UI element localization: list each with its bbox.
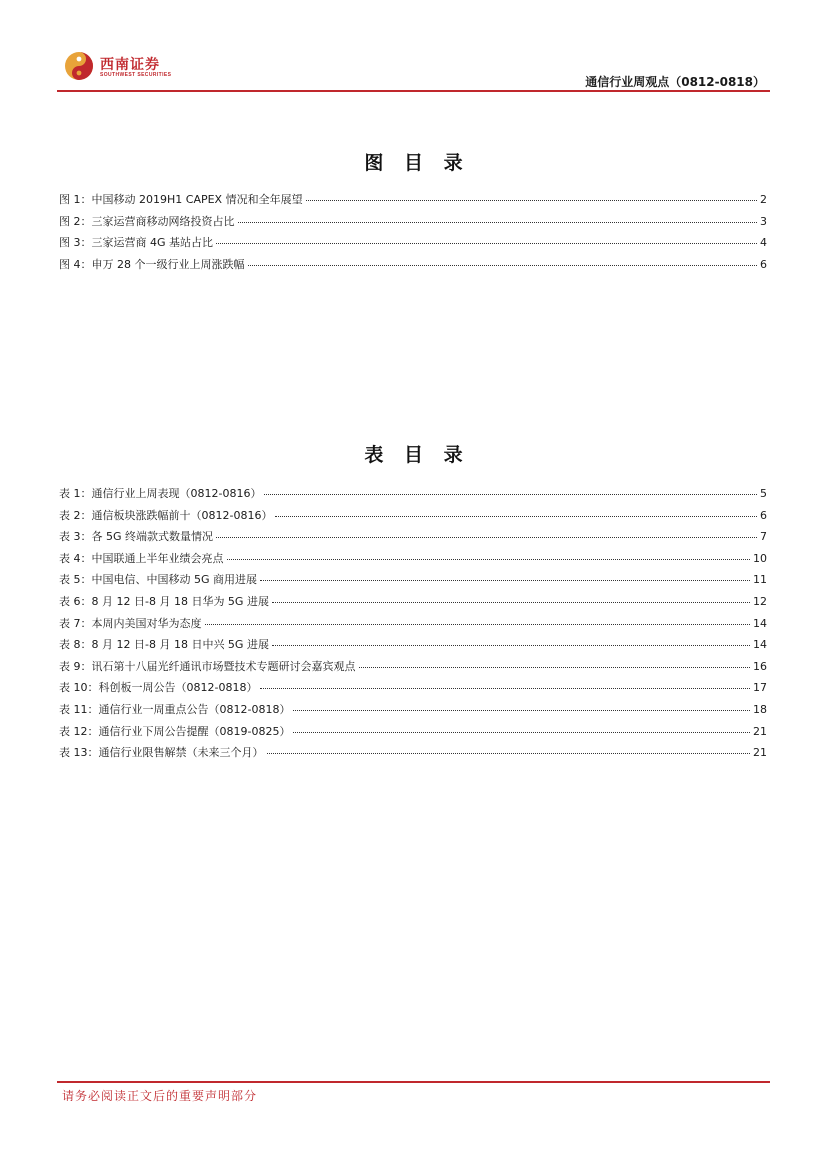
toc-entry[interactable] (59, 593, 767, 615)
toc-entry-label: 图 1： (59, 193, 92, 206)
toc-entry-page: 6 (760, 257, 767, 271)
toc-entry-text: 8 月 12 日-8 月 18 日中兴 5G 进展 (91, 638, 269, 652)
toc-entry[interactable] (59, 658, 767, 680)
toc-entry-page: 14 (753, 638, 767, 652)
toc-entry-text: 通信行业下周公告提醒（0819-0825） (98, 724, 291, 738)
toc-entry-label: 表 9： (59, 659, 92, 673)
toc-entry[interactable] (59, 723, 767, 745)
toc-entry-label: 表 12： (59, 724, 99, 738)
toc-entry-page: 6 (760, 508, 767, 522)
toc-leader-dots (275, 516, 757, 517)
toc-entry[interactable] (59, 701, 767, 723)
company-logo (57, 46, 197, 86)
toc-entry[interactable] (59, 507, 767, 529)
toc-leader-dots (293, 710, 750, 711)
toc-entry-label: 表 4： (59, 551, 92, 565)
toc-leader-dots (238, 222, 758, 223)
toc-leader-dots (293, 732, 750, 733)
toc-entry-text: 通信行业上周表现（0812-0816） (91, 487, 262, 500)
toc-entry[interactable] (59, 213, 767, 235)
toc-entry-label: 图 3： (59, 236, 92, 250)
toc-leader-dots (216, 537, 757, 538)
page-header (57, 46, 770, 92)
toc-entry-text: 通信行业限售解禁（未来三个月） (98, 746, 264, 760)
toc-entry[interactable] (59, 191, 767, 213)
toc-entry-text: 通信行业一周重点公告（0812-0818） (98, 702, 291, 716)
logo-chinese-name: 西南证券 (100, 57, 160, 73)
tables-toc-title: 表 目 录 (364, 444, 463, 466)
toc-entry[interactable] (59, 679, 767, 701)
toc-entry-text: 申万 28 个一级行业上周涨跌幅 (91, 257, 245, 271)
toc-entry-text: 中国联通上半年业绩会亮点 (91, 551, 224, 565)
toc-entry-text: 科创板一周公告（0812-0818） (98, 681, 258, 695)
toc-leader-dots (359, 667, 751, 668)
toc-entry-label: 表 5： (59, 573, 92, 587)
toc-entry-text: 中国移动 2019H1 CAPEX 情况和全年展望 (91, 193, 303, 206)
toc-entry-text: 各 5G 终端款式数量情况 (91, 530, 214, 544)
toc-entry-page: 21 (753, 724, 767, 738)
toc-leader-dots (272, 602, 750, 603)
toc-entry-page: 2 (760, 193, 767, 206)
toc-entry-label: 表 11： (59, 702, 99, 716)
toc-entry-text: 8 月 12 日-8 月 18 日华为 5G 进展 (91, 594, 269, 608)
toc-leader-dots (260, 688, 750, 689)
toc-entry-page: 21 (753, 746, 767, 760)
toc-leader-dots (264, 494, 757, 495)
toc-entry-label: 图 2： (59, 214, 92, 228)
logo-english-name: SOUTHWEST SECURITIES (100, 72, 172, 78)
toc-entry-page: 7 (760, 530, 767, 544)
toc-entry[interactable] (59, 636, 767, 658)
footer-divider (57, 1081, 770, 1083)
toc-entry[interactable] (59, 528, 767, 550)
toc-entry-text: 三家运营商移动网络投资占比 (91, 214, 235, 228)
toc-entry[interactable] (59, 744, 767, 766)
logo-mark-icon (64, 51, 94, 81)
toc-entry[interactable] (59, 256, 767, 278)
tables-toc-list (59, 485, 767, 766)
toc-entry-label: 表 6： (59, 594, 92, 608)
toc-entry-text: 讯石第十八届光纤通讯市场暨技术专题研讨会嘉宾观点 (91, 659, 356, 673)
toc-entry-page: 5 (760, 487, 767, 500)
toc-entry[interactable] (59, 550, 767, 572)
toc-leader-dots (205, 624, 751, 625)
toc-leader-dots (267, 753, 751, 754)
header-divider (57, 90, 770, 92)
toc-entry-page: 16 (753, 659, 767, 673)
toc-entry[interactable] (59, 571, 767, 593)
toc-entry-text: 通信板块涨跌幅前十（0812-0816） (91, 508, 273, 522)
toc-leader-dots (216, 243, 757, 244)
toc-entry-page: 17 (753, 681, 767, 695)
toc-entry-label: 图 4： (59, 257, 92, 271)
toc-entry-text: 中国电信、中国移动 5G 商用进展 (91, 573, 258, 587)
toc-leader-dots (227, 559, 751, 560)
toc-entry-page: 3 (760, 214, 767, 228)
toc-leader-dots (248, 265, 758, 266)
toc-entry[interactable] (59, 615, 767, 637)
toc-entry[interactable] (59, 485, 767, 507)
toc-entry-page: 10 (753, 551, 767, 565)
toc-leader-dots (260, 580, 750, 581)
report-title: 通信行业周观点（0812-0818） (585, 75, 765, 89)
footer-disclaimer: 请务必阅读正文后的重要声明部分 (62, 1089, 258, 1103)
toc-entry-text: 三家运营商 4G 基站占比 (91, 236, 214, 250)
toc-entry-page: 12 (753, 594, 767, 608)
toc-entry-page: 11 (753, 573, 767, 587)
figures-toc-title: 图 目 录 (364, 152, 463, 174)
toc-entry-label: 表 7： (59, 616, 92, 630)
figures-toc-list (59, 191, 767, 277)
toc-leader-dots (306, 200, 757, 201)
toc-entry-page: 18 (753, 702, 767, 716)
toc-entry-label: 表 10： (59, 681, 99, 695)
toc-entry-label: 表 8： (59, 638, 92, 652)
toc-entry[interactable] (59, 234, 767, 256)
toc-entry-page: 4 (760, 236, 767, 250)
toc-entry-label: 表 2： (59, 508, 92, 522)
toc-entry-page: 14 (753, 616, 767, 630)
toc-entry-label: 表 1： (59, 487, 92, 500)
toc-leader-dots (272, 645, 750, 646)
toc-entry-label: 表 3： (59, 530, 92, 544)
toc-entry-label: 表 13： (59, 746, 99, 760)
toc-entry-text: 本周内美国对华为态度 (91, 616, 202, 630)
